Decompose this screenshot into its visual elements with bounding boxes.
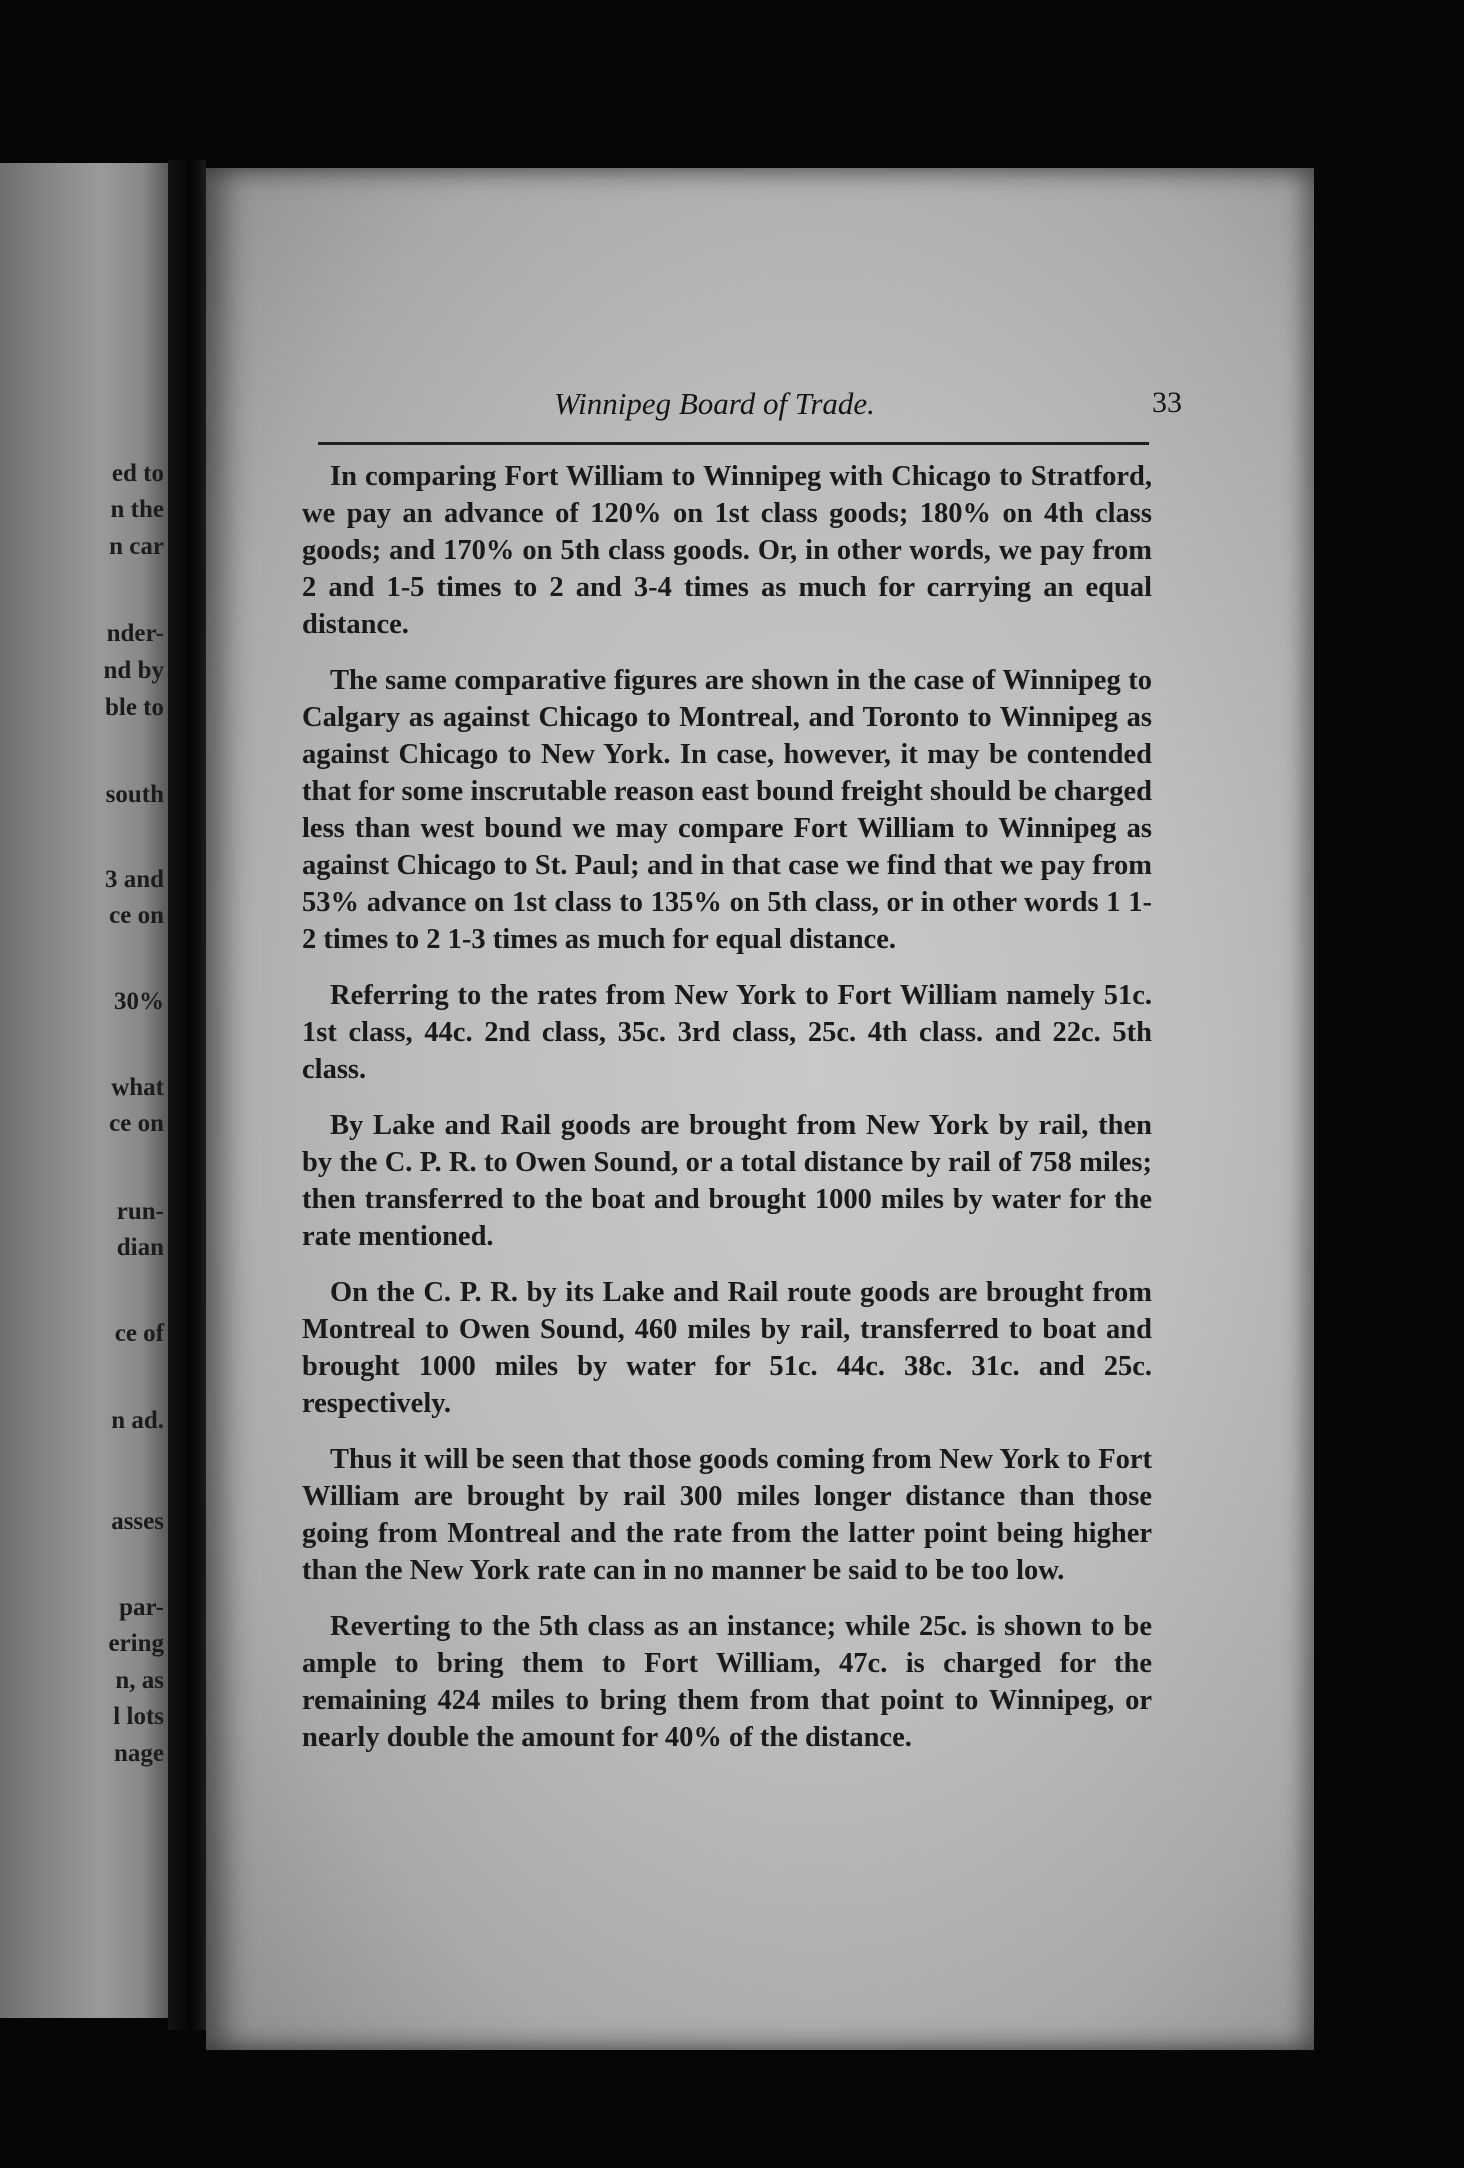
left-page-line: l lots [113,1703,164,1730]
paragraph: Referring to the rates from New York to Fort William namely 51c. 1st class, 44c. 2nd class, 35c. 3rd class, 25c. 4th class. and 22c. 5th class. [302,980,1152,1085]
left-page-line: asses [111,1508,164,1535]
paragraph: On the C. P. R. by its Lake and Rail route goods are brought from Montreal to Owen Sound, 460 miles by rail, transferred to boat and brought 1000 miles by water for 51c. 44c. 38c. 31c. and 25c. respectively. [302,1277,1152,1419]
left-page-line: run- [116,1198,164,1225]
left-page-line: n ad. [111,1407,164,1434]
left-page-line: ce on [109,902,164,929]
left-page-line: ce on [109,1110,164,1137]
paragraph: Reverting to the 5th class as an instance; while 25c. is shown to be ample to bring them to Fort William, 47c. is charged for the remaining 424 miles to bring them from that point to Winnipeg, or nearly double the amount for 40% of the distance. [302,1611,1152,1753]
left-page-line: ce of [114,1320,164,1347]
left-page-line: what [111,1074,164,1101]
page-number: 33 [1152,386,1182,419]
paragraph: In comparing Fort William to Winnipeg with Chicago to Stratford, we pay an advance of 120% on 1st class goods; 180% on 4th class goods; and 170% on 5th class goods. Or, in other words, we pay from 2 and 1-5 times to 2 and 3-4 times as much for carrying an equal distance. [302,461,1152,640]
left-page-line: dian [116,1234,164,1261]
body-text [302,458,1152,1775]
header-rule [318,442,1149,445]
paragraph: By Lake and Rail goods are brought from New York by rail, then by the C. P. R. to Owen Sound, or a total distance by rail of 758 miles; then transferred to the boat and brought 1000 miles by water for the rate mentioned. [302,1110,1152,1252]
left-page-line: nd by [103,657,164,684]
book-gutter [168,160,206,2030]
paragraph: The same comparative figures are shown in the case of Winnipeg to Calgary as against Chicago to Montreal, and Toronto to Winnipeg as against Chicago to New York. In case, however, it may be contended that for some inscrutable reason east bound freight should be charged less than west bound we may compare Fort William to Winnipeg as against Chicago to St. Paul; and in that case we find that we pay from 53% advance on 1st class to 135% on 5th class, or in other words 1 1-2 times to 2 1-3 times as much for equal distance. [302,665,1152,955]
left-page-line: n the [110,496,164,523]
left-page-line: ble to [104,694,164,721]
previous-page-fragment [0,163,168,2018]
left-page-line: nage [114,1740,164,1767]
left-page-line: par- [119,1594,164,1621]
running-title: Winnipeg Board of Trade. [554,386,875,421]
left-page-line: n, as [115,1667,164,1694]
page [206,168,1314,2050]
left-page-line: n car [109,533,164,560]
left-page-line: 30% [114,988,164,1015]
left-page-line: south [105,781,164,808]
left-page-line: 3 and [104,866,164,893]
left-page-line: nder- [106,620,164,647]
left-page-line: ering [108,1630,164,1657]
running-head [206,386,1314,426]
left-page-line: ed to [111,460,164,487]
paragraph: Thus it will be seen that those goods coming from New York to Fort William are brought by rail 300 miles longer distance than those going from Montreal and the rate from the latter point being higher than the New York rate can in no manner be said to be too low. [302,1444,1152,1586]
